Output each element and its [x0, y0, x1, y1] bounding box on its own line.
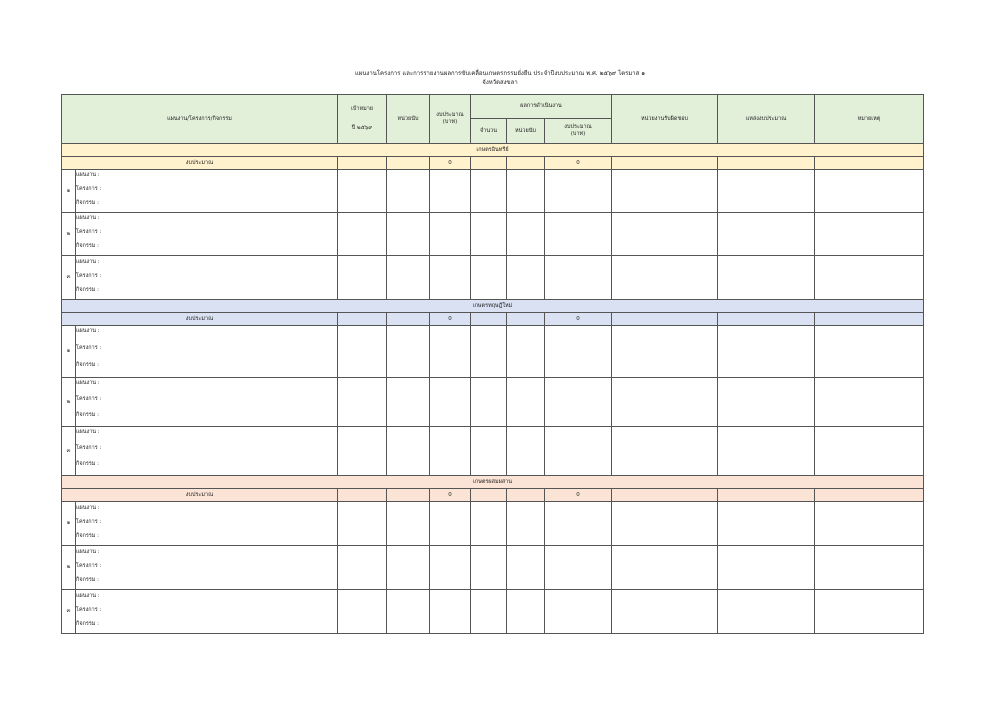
empty-cell[interactable] [430, 170, 471, 213]
header-result-budget-bottom: (บาท) [570, 131, 586, 137]
report-title: แผนงานโครงการ และการรายงานผลการขับเคลื่อนเกษตรกรรมยั่งยืน ประจำปีงบประมาณ พ.ศ. ๒๕๖๙ ไตรมาส ๑ [354, 70, 646, 77]
empty-cell[interactable] [507, 256, 545, 300]
empty-cell[interactable] [507, 170, 545, 213]
empty-cell[interactable] [545, 213, 612, 256]
empty-cell[interactable] [612, 502, 718, 546]
empty-cell[interactable] [718, 256, 815, 300]
item-number: ๑ [62, 326, 76, 378]
empty-cell[interactable] [718, 427, 815, 476]
item-plan-label: แผนงาน : [76, 504, 100, 511]
item-labels [76, 502, 338, 546]
header-result-budget-top: งบประมาณ [564, 124, 592, 130]
item-labels [76, 170, 338, 213]
item-row [62, 256, 924, 300]
empty-cell[interactable] [507, 326, 545, 378]
item-row [62, 326, 924, 378]
empty-cell[interactable] [815, 170, 924, 213]
budget-cell [338, 313, 387, 326]
empty-cell[interactable] [430, 378, 471, 427]
empty-cell[interactable] [815, 546, 924, 590]
header-note: หมายเหตุ [815, 95, 924, 144]
item-number: ๑ [62, 170, 76, 213]
budget-cell [815, 489, 924, 502]
budget-label: งบประมาณ [62, 157, 338, 170]
item-row [62, 170, 924, 213]
empty-cell[interactable] [545, 378, 612, 427]
budget-row [62, 157, 924, 170]
empty-cell[interactable] [612, 213, 718, 256]
empty-cell[interactable] [471, 427, 507, 476]
budget-cell [815, 157, 924, 170]
item-row [62, 590, 924, 634]
empty-cell[interactable] [718, 378, 815, 427]
empty-cell[interactable] [545, 502, 612, 546]
empty-cell[interactable] [718, 326, 815, 378]
item-project-label: โครงการ : [76, 606, 102, 613]
empty-cell[interactable] [387, 502, 430, 546]
item-activity-label: กิจกรรม : [76, 620, 100, 627]
budget-cell [338, 489, 387, 502]
result-budget-value: 0 [545, 157, 612, 170]
empty-cell[interactable] [507, 213, 545, 256]
item-plan-label: แผนงาน : [76, 328, 100, 334]
empty-cell[interactable] [338, 378, 387, 427]
header-amount: จำนวน [471, 119, 507, 144]
item-project-label: โครงการ : [76, 229, 102, 235]
budget-cell [718, 313, 815, 326]
empty-cell[interactable] [471, 256, 507, 300]
item-number: ๓ [62, 256, 76, 300]
empty-cell[interactable] [338, 256, 387, 300]
empty-cell[interactable] [815, 502, 924, 546]
empty-cell[interactable] [545, 170, 612, 213]
budget-label: งบประมาณ [62, 313, 338, 326]
empty-cell[interactable] [430, 427, 471, 476]
budget-cell [471, 157, 507, 170]
budget-cell [718, 157, 815, 170]
item-labels [76, 256, 338, 300]
result-budget-value: 0 [545, 313, 612, 326]
budget-cell [612, 313, 718, 326]
empty-cell[interactable] [471, 326, 507, 378]
item-row [62, 427, 924, 476]
section-row [62, 300, 924, 313]
empty-cell[interactable] [471, 170, 507, 213]
section-row [62, 476, 924, 489]
header-budget-top: งบประมาณ [436, 112, 464, 118]
empty-cell[interactable] [718, 590, 815, 634]
item-activity-label: กิจกรรม : [76, 576, 100, 583]
section-title: เกษตรอินทรีย์ [62, 144, 924, 157]
item-project-label: โครงการ : [76, 518, 102, 525]
item-project-label: โครงการ : [76, 396, 102, 402]
item-labels [76, 590, 338, 634]
empty-cell[interactable] [387, 427, 430, 476]
section-title: เกษตรผสมผสาน [62, 476, 924, 489]
budget-cell [612, 157, 718, 170]
budget-row [62, 489, 924, 502]
header-plan: แผนงาน/โครงการ/กิจกรรม [62, 95, 338, 144]
budget-cell [718, 489, 815, 502]
section-row [62, 144, 924, 157]
empty-cell[interactable] [815, 213, 924, 256]
empty-cell[interactable] [815, 590, 924, 634]
empty-cell[interactable] [387, 326, 430, 378]
empty-cell[interactable] [545, 546, 612, 590]
item-labels [76, 213, 338, 256]
empty-cell[interactable] [338, 427, 387, 476]
item-project-label: โครงการ : [76, 345, 102, 351]
header-row [62, 95, 924, 119]
item-activity-label: กิจกรรม : [76, 286, 100, 293]
empty-cell[interactable] [430, 256, 471, 300]
empty-cell[interactable] [507, 590, 545, 634]
item-number: ๒ [62, 213, 76, 256]
empty-cell[interactable] [507, 427, 545, 476]
item-plan-label: แผนงาน : [76, 172, 100, 178]
item-row [62, 502, 924, 546]
empty-cell[interactable] [545, 427, 612, 476]
item-plan-label: แผนงาน : [76, 380, 100, 386]
budget-value: 0 [430, 489, 471, 502]
item-row [62, 378, 924, 427]
empty-cell[interactable] [471, 590, 507, 634]
item-plan-label: แผนงาน : [76, 258, 100, 265]
empty-cell[interactable] [387, 256, 430, 300]
empty-cell[interactable] [507, 546, 545, 590]
empty-cell[interactable] [718, 502, 815, 546]
item-number: ๒ [62, 546, 76, 590]
item-labels [76, 378, 338, 427]
item-activity-label: กิจกรรม : [76, 362, 100, 368]
empty-cell[interactable] [471, 213, 507, 256]
budget-cell [387, 313, 430, 326]
empty-cell[interactable] [815, 378, 924, 427]
budget-value: 0 [430, 157, 471, 170]
empty-cell[interactable] [612, 170, 718, 213]
item-activity-label: กิจกรรม : [76, 461, 100, 467]
header-target-top: เป้าหมาย [350, 106, 374, 112]
header-target-bottom: ปี ๒๕๖๙ [351, 125, 373, 131]
empty-cell[interactable] [430, 590, 471, 634]
item-activity-label: กิจกรรม : [76, 243, 100, 249]
budget-cell [338, 157, 387, 170]
empty-cell[interactable] [338, 546, 387, 590]
budget-cell [471, 313, 507, 326]
empty-cell[interactable] [338, 502, 387, 546]
empty-cell[interactable] [545, 590, 612, 634]
budget-cell [507, 489, 545, 502]
item-project-label: โครงการ : [76, 562, 102, 569]
item-project-label: โครงการ : [76, 445, 102, 451]
empty-cell[interactable] [430, 213, 471, 256]
empty-cell[interactable] [545, 256, 612, 300]
empty-cell[interactable] [545, 326, 612, 378]
header-agency: หน่วยงานรับผิดชอบ [612, 95, 718, 144]
empty-cell[interactable] [815, 326, 924, 378]
item-number: ๒ [62, 378, 76, 427]
budget-cell [507, 313, 545, 326]
budget-cell [612, 489, 718, 502]
empty-cell[interactable] [387, 590, 430, 634]
empty-cell[interactable] [612, 378, 718, 427]
budget-cell [471, 489, 507, 502]
item-row [62, 546, 924, 590]
empty-cell[interactable] [815, 427, 924, 476]
item-labels [76, 546, 338, 590]
empty-cell[interactable] [387, 546, 430, 590]
empty-cell[interactable] [507, 378, 545, 427]
header-unit: หน่วยนับ [387, 95, 430, 144]
empty-cell[interactable] [612, 256, 718, 300]
header-source: แหล่งงบประมาณ [718, 95, 815, 144]
empty-cell[interactable] [612, 546, 718, 590]
empty-cell[interactable] [471, 502, 507, 546]
empty-cell[interactable] [430, 546, 471, 590]
empty-cell[interactable] [507, 502, 545, 546]
item-plan-label: แผนงาน : [76, 592, 100, 599]
report-table [61, 94, 924, 634]
empty-cell[interactable] [338, 170, 387, 213]
budget-row [62, 313, 924, 326]
empty-cell[interactable] [338, 590, 387, 634]
section-title: เกษตรทฤษฎีใหม่ [62, 300, 924, 313]
item-activity-label: กิจกรรม : [76, 200, 100, 206]
item-activity-label: กิจกรรม : [76, 412, 100, 418]
item-number: ๓ [62, 427, 76, 476]
header-target [338, 95, 387, 144]
budget-cell [387, 157, 430, 170]
empty-cell[interactable] [471, 546, 507, 590]
empty-cell[interactable] [815, 256, 924, 300]
item-row [62, 213, 924, 256]
header-result-budget [545, 119, 612, 144]
item-activity-label: กิจกรรม : [76, 532, 100, 539]
item-plan-label: แผนงาน : [76, 215, 100, 221]
empty-cell[interactable] [718, 170, 815, 213]
header-result: ผลการดำเนินงาน [471, 95, 612, 119]
item-project-label: โครงการ : [76, 186, 102, 192]
item-plan-label: แผนงาน : [76, 548, 100, 555]
empty-cell[interactable] [612, 590, 718, 634]
empty-cell[interactable] [718, 546, 815, 590]
item-number: ๓ [62, 590, 76, 634]
empty-cell[interactable] [338, 326, 387, 378]
item-labels [76, 427, 338, 476]
empty-cell[interactable] [387, 378, 430, 427]
header-budget [430, 95, 471, 144]
report-province: จังหวัดสงขลา [482, 79, 518, 86]
empty-cell[interactable] [612, 427, 718, 476]
empty-cell[interactable] [718, 213, 815, 256]
empty-cell[interactable] [612, 326, 718, 378]
result-budget-value: 0 [545, 489, 612, 502]
budget-label: งบประมาณ [62, 489, 338, 502]
empty-cell[interactable] [430, 502, 471, 546]
header-result-unit: หน่วยนับ [507, 119, 545, 144]
empty-cell[interactable] [387, 213, 430, 256]
item-number: ๑ [62, 502, 76, 546]
budget-value: 0 [430, 313, 471, 326]
empty-cell[interactable] [471, 378, 507, 427]
empty-cell[interactable] [338, 213, 387, 256]
item-labels [76, 326, 338, 378]
budget-cell [387, 489, 430, 502]
item-project-label: โครงการ : [76, 272, 102, 279]
empty-cell[interactable] [387, 170, 430, 213]
empty-cell[interactable] [430, 326, 471, 378]
budget-cell [507, 157, 545, 170]
budget-cell [815, 313, 924, 326]
item-plan-label: แผนงาน : [76, 429, 100, 435]
header-budget-bottom: (บาท) [442, 119, 458, 125]
